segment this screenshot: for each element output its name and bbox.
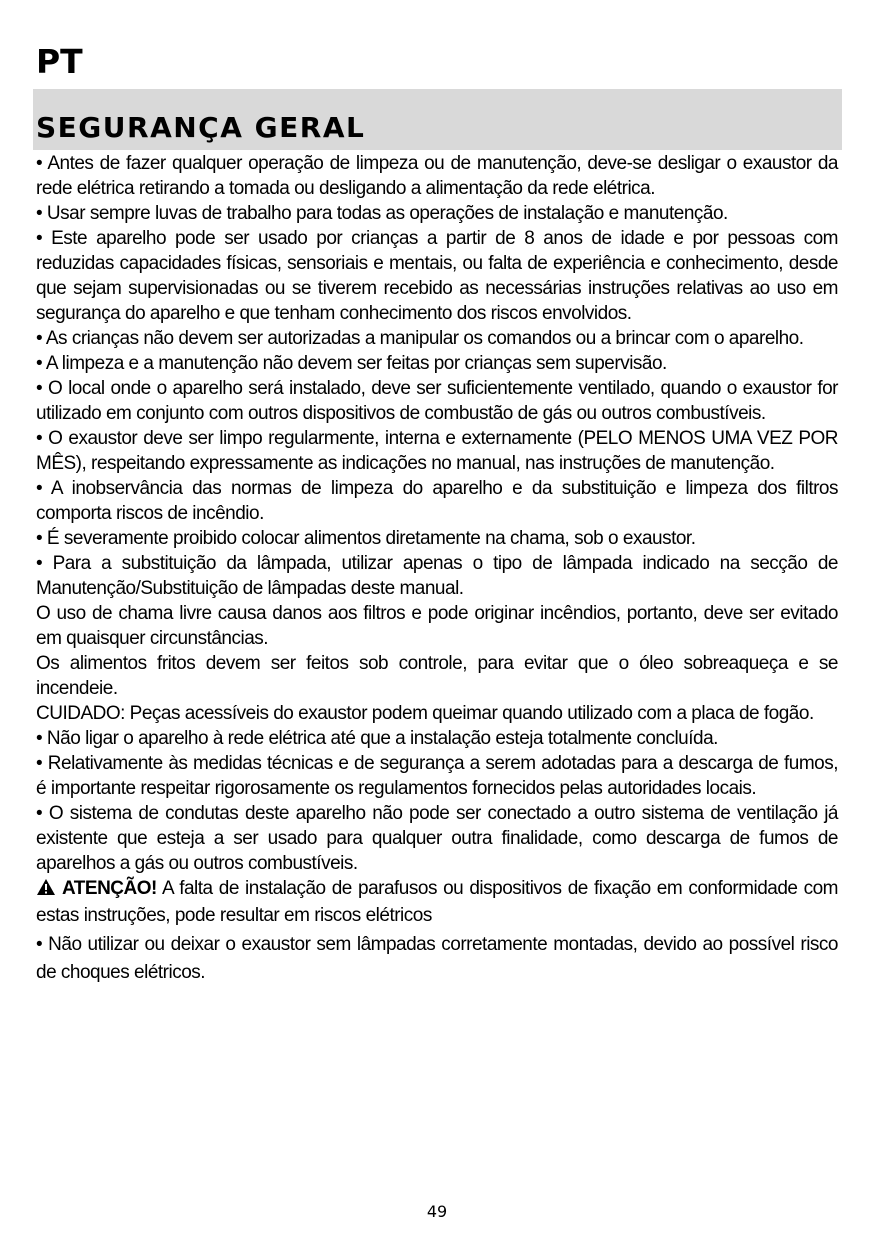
language-code: PT (36, 42, 83, 81)
warning-label: ATENÇÃO! (62, 878, 157, 899)
warning-triangle-icon (36, 878, 56, 903)
page-number: 49 (426, 1202, 448, 1221)
instruction-item: • Este aparelho pode ser usado por crianças a partir de 8 anos de idade e por pessoas com reduzidas capacidades físicas, sensoriais e mentais, ou falta de experiência e conhecimento, desde que sejam supervisionadas ou se tiverem recebido as necessárias instruções relativas ao uso em segurança do aparelho e que tenham conhecimento dos riscos envolvidos. (36, 228, 838, 324)
instruction-item: O uso de chama livre causa danos aos filtros e pode originar incêndios, portanto, deve ser evitado em quaisquer circunstâncias. (36, 603, 838, 649)
instruction-item: • Não ligar o aparelho à rede elétrica até que a instalação esteja totalmente concluída. (36, 728, 718, 749)
instruction-item: • Não utilizar ou deixar o exaustor sem lâmpadas corretamente montadas, devido ao possível risco de choques elétricos. (36, 934, 838, 983)
instruction-item: • Relativamente às medidas técnicas e de segurança a serem adotadas para a descarga de fumos, é importante respeitar rigorosamente os regulamentos fornecidos pelas autoridades locais. (36, 753, 838, 799)
instruction-item: • Para a substituição da lâmpada, utilizar apenas o tipo de lâmpada indicado na secção de Manutenção/Substituição de lâmpadas deste manual. (36, 553, 838, 599)
instruction-item: Os alimentos fritos devem ser feitos sob controle, para evitar que o óleo sobreaqueça e se incendeie. (36, 653, 838, 699)
instruction-item: • Usar sempre luvas de trabalho para todas as operações de instalação e manutenção. (36, 203, 728, 224)
instruction-item: CUIDADO: Peças acessíveis do exaustor podem queimar quando utilizado com a placa de fogão. (36, 703, 814, 724)
instruction-item: • O local onde o aparelho será instalado, deve ser suficientemente ventilado, quando o exaustor for utilizado em conjunto com outros dispositivos de combustão de gás ou outros combustíveis. (36, 378, 838, 424)
warning-paragraph (36, 876, 838, 928)
instruction-item: • Antes de fazer qualquer operação de limpeza ou de manutenção, deve-se desligar o exaustor da rede elétrica retirando a tomada ou desligando a alimentação da rede elétrica. (36, 153, 838, 199)
instruction-item: • O sistema de condutas deste aparelho não pode ser conectado a outro sistema de ventilação já existente que esteja a ser usado para qualquer outra finalidade, como descarga de fumos de aparelhos a gás ou outros combustíveis. (36, 803, 838, 874)
instruction-item: • A limpeza e a manutenção não devem ser feitas por crianças sem supervisão. (36, 353, 667, 374)
instruction-item: • As crianças não devem ser autorizadas a manipular os comandos ou a brincar com o aparelho. (36, 328, 804, 349)
instruction-item: • O exaustor deve ser limpo regularmente, interna e externamente (PELO MENOS UMA VEZ POR MÊS), respeitando expressamente as indicações no manual, nas instruções de manutenção. (36, 428, 838, 474)
instruction-item: • A inobservância das normas de limpeza do aparelho e da substituição e limpeza dos filtros comporta riscos de incêndio. (36, 478, 838, 524)
safety-instructions (36, 151, 838, 987)
section-title: SEGURANÇA GERAL (36, 111, 366, 144)
instruction-item: • É severamente proibido colocar alimentos diretamente na chama, sob o exaustor. (36, 528, 696, 549)
warning-text: A falta de instalação de parafusos ou dispositivos de fixação em conformidade com estas instruções, pode resultar em riscos elétricos (36, 878, 838, 926)
